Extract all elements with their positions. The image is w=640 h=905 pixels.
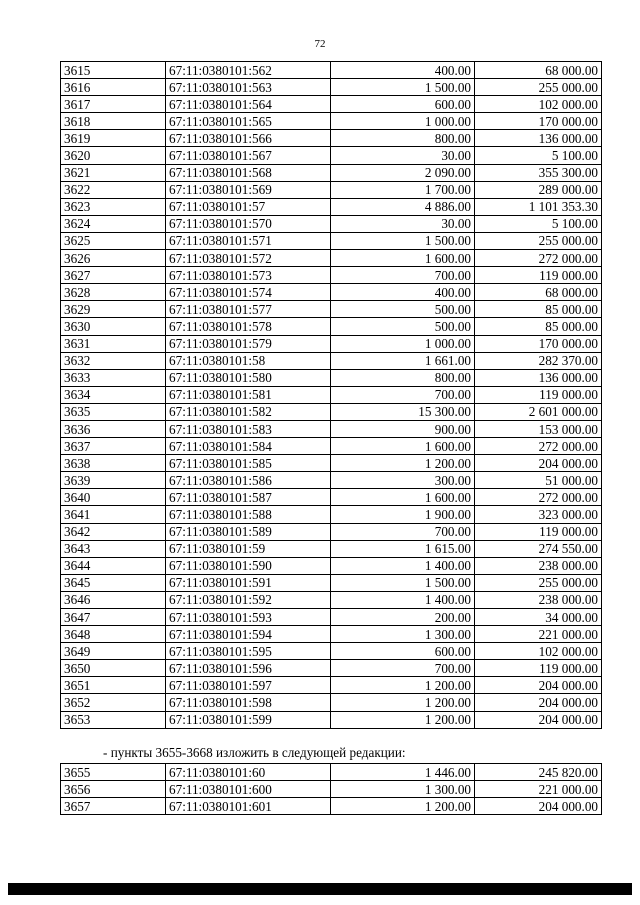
- cost-cell: 255 000.00: [475, 232, 602, 249]
- page-number: 72: [314, 38, 326, 50]
- row-number-cell: 3650: [61, 660, 166, 677]
- table-row: [61, 764, 602, 781]
- table-row: [61, 96, 602, 113]
- area-cell: 30.00: [331, 215, 475, 232]
- row-number-cell: 3627: [61, 267, 166, 284]
- table-row: [61, 781, 602, 798]
- row-number-cell: 3616: [61, 79, 166, 96]
- area-cell: 1 300.00: [331, 781, 475, 798]
- cost-cell: 68 000.00: [475, 284, 602, 301]
- cadastral-number-cell: 67:11:0380101:568: [166, 164, 331, 181]
- cadastral-number-cell: 67:11:0380101:565: [166, 113, 331, 130]
- row-number-cell: 3636: [61, 420, 166, 437]
- row-number-cell: 3656: [61, 781, 166, 798]
- cadastral-number-cell: 67:11:0380101:582: [166, 403, 331, 420]
- cost-cell: 245 820.00: [475, 764, 602, 781]
- row-number-cell: 3632: [61, 352, 166, 369]
- table-row: [61, 694, 602, 711]
- area-cell: 300.00: [331, 472, 475, 489]
- cost-cell: 238 000.00: [475, 591, 602, 608]
- table-row: [61, 369, 602, 386]
- land-plots-table-amended: [60, 763, 602, 815]
- table-row: [61, 301, 602, 318]
- cadastral-number-cell: 67:11:0380101:600: [166, 781, 331, 798]
- row-number-cell: 3645: [61, 574, 166, 591]
- area-cell: 1 400.00: [331, 591, 475, 608]
- table-row: [61, 335, 602, 352]
- table-row: [61, 540, 602, 557]
- row-number-cell: 3624: [61, 215, 166, 232]
- table-body: [61, 62, 602, 729]
- cadastral-number-cell: 67:11:0380101:566: [166, 130, 331, 147]
- table-row: [61, 284, 602, 301]
- table-row: [61, 609, 602, 626]
- amendment-note: - пункты 3655-3668 изложить в следующей редакции:: [103, 745, 406, 760]
- table-row: [61, 506, 602, 523]
- cost-cell: 255 000.00: [475, 574, 602, 591]
- cost-cell: 119 000.00: [475, 660, 602, 677]
- row-number-cell: 3622: [61, 181, 166, 198]
- row-number-cell: 3630: [61, 318, 166, 335]
- cadastral-number-cell: 67:11:0380101:59: [166, 540, 331, 557]
- row-number-cell: 3640: [61, 489, 166, 506]
- row-number-cell: 3646: [61, 591, 166, 608]
- row-number-cell: 3619: [61, 130, 166, 147]
- cost-cell: 136 000.00: [475, 130, 602, 147]
- area-cell: 1 900.00: [331, 506, 475, 523]
- area-cell: 400.00: [331, 62, 475, 79]
- row-number-cell: 3655: [61, 764, 166, 781]
- cadastral-number-cell: 67:11:0380101:585: [166, 455, 331, 472]
- row-number-cell: 3618: [61, 113, 166, 130]
- row-number-cell: 3644: [61, 557, 166, 574]
- cadastral-number-cell: 67:11:0380101:591: [166, 574, 331, 591]
- cadastral-number-cell: 67:11:0380101:578: [166, 318, 331, 335]
- cost-cell: 355 300.00: [475, 164, 602, 181]
- cost-cell: 119 000.00: [475, 523, 602, 540]
- table-row: [61, 455, 602, 472]
- cadastral-number-cell: 67:11:0380101:571: [166, 232, 331, 249]
- table-body: [61, 764, 602, 815]
- cadastral-number-cell: 67:11:0380101:586: [166, 472, 331, 489]
- area-cell: 1 300.00: [331, 626, 475, 643]
- area-cell: 15 300.00: [331, 403, 475, 420]
- table-row: [61, 591, 602, 608]
- row-number-cell: 3629: [61, 301, 166, 318]
- cost-cell: 204 000.00: [475, 677, 602, 694]
- area-cell: 1 446.00: [331, 764, 475, 781]
- cost-cell: 5 100.00: [475, 215, 602, 232]
- row-number-cell: 3623: [61, 198, 166, 215]
- row-number-cell: 3648: [61, 626, 166, 643]
- area-cell: 1 200.00: [331, 694, 475, 711]
- area-cell: 700.00: [331, 386, 475, 403]
- cost-cell: 102 000.00: [475, 643, 602, 660]
- table-row: [61, 557, 602, 574]
- cost-cell: 272 000.00: [475, 438, 602, 455]
- footer-bar: [8, 883, 632, 895]
- row-number-cell: 3653: [61, 711, 166, 728]
- row-number-cell: 3617: [61, 96, 166, 113]
- table-row: [61, 79, 602, 96]
- area-cell: 4 886.00: [331, 198, 475, 215]
- cost-cell: 170 000.00: [475, 113, 602, 130]
- table-row: [61, 420, 602, 437]
- area-cell: 500.00: [331, 301, 475, 318]
- row-number-cell: 3621: [61, 164, 166, 181]
- cost-cell: 282 370.00: [475, 352, 602, 369]
- table-row: [61, 147, 602, 164]
- table-row: [61, 113, 602, 130]
- cost-cell: 204 000.00: [475, 711, 602, 728]
- row-number-cell: 3634: [61, 386, 166, 403]
- table-row: [61, 181, 602, 198]
- row-number-cell: 3631: [61, 335, 166, 352]
- cost-cell: 102 000.00: [475, 96, 602, 113]
- cadastral-number-cell: 67:11:0380101:598: [166, 694, 331, 711]
- area-cell: 1 500.00: [331, 574, 475, 591]
- cost-cell: 221 000.00: [475, 781, 602, 798]
- area-cell: 1 661.00: [331, 352, 475, 369]
- area-cell: 500.00: [331, 318, 475, 335]
- cost-cell: 85 000.00: [475, 301, 602, 318]
- row-number-cell: 3626: [61, 250, 166, 267]
- row-number-cell: 3649: [61, 643, 166, 660]
- table-row: [61, 386, 602, 403]
- area-cell: 600.00: [331, 96, 475, 113]
- cadastral-number-cell: 67:11:0380101:590: [166, 557, 331, 574]
- table-row: [61, 164, 602, 181]
- row-number-cell: 3633: [61, 369, 166, 386]
- row-number-cell: 3638: [61, 455, 166, 472]
- table-row: [61, 403, 602, 420]
- row-number-cell: 3615: [61, 62, 166, 79]
- table-row: [61, 711, 602, 728]
- cadastral-number-cell: 67:11:0380101:581: [166, 386, 331, 403]
- cost-cell: 34 000.00: [475, 609, 602, 626]
- cost-cell: 153 000.00: [475, 420, 602, 437]
- area-cell: 1 000.00: [331, 113, 475, 130]
- area-cell: 1 200.00: [331, 798, 475, 815]
- land-plots-table: [60, 61, 602, 729]
- table-row: [61, 318, 602, 335]
- cost-cell: 1 101 353.30: [475, 198, 602, 215]
- table-row: [61, 574, 602, 591]
- cadastral-number-cell: 67:11:0380101:596: [166, 660, 331, 677]
- row-number-cell: 3642: [61, 523, 166, 540]
- cost-cell: 51 000.00: [475, 472, 602, 489]
- cost-cell: 238 000.00: [475, 557, 602, 574]
- area-cell: 600.00: [331, 643, 475, 660]
- row-number-cell: 3651: [61, 677, 166, 694]
- area-cell: 800.00: [331, 369, 475, 386]
- cost-cell: 204 000.00: [475, 694, 602, 711]
- table-row: [61, 62, 602, 79]
- cadastral-number-cell: 67:11:0380101:579: [166, 335, 331, 352]
- cadastral-number-cell: 67:11:0380101:563: [166, 79, 331, 96]
- cadastral-number-cell: 67:11:0380101:593: [166, 609, 331, 626]
- cadastral-number-cell: 67:11:0380101:599: [166, 711, 331, 728]
- cadastral-number-cell: 67:11:0380101:57: [166, 198, 331, 215]
- area-cell: 900.00: [331, 420, 475, 437]
- cadastral-number-cell: 67:11:0380101:597: [166, 677, 331, 694]
- area-cell: 1 615.00: [331, 540, 475, 557]
- cadastral-number-cell: 67:11:0380101:589: [166, 523, 331, 540]
- row-number-cell: 3657: [61, 798, 166, 815]
- cost-cell: 68 000.00: [475, 62, 602, 79]
- cost-cell: 289 000.00: [475, 181, 602, 198]
- area-cell: 1 200.00: [331, 455, 475, 472]
- cost-cell: 119 000.00: [475, 267, 602, 284]
- cadastral-number-cell: 67:11:0380101:58: [166, 352, 331, 369]
- cost-cell: 136 000.00: [475, 369, 602, 386]
- table-row: [61, 250, 602, 267]
- cost-cell: 221 000.00: [475, 626, 602, 643]
- table-row: [61, 438, 602, 455]
- cost-cell: 2 601 000.00: [475, 403, 602, 420]
- cadastral-number-cell: 67:11:0380101:574: [166, 284, 331, 301]
- table-row: [61, 198, 602, 215]
- cadastral-number-cell: 67:11:0380101:583: [166, 420, 331, 437]
- table-row: [61, 798, 602, 815]
- cadastral-number-cell: 67:11:0380101:572: [166, 250, 331, 267]
- cadastral-number-cell: 67:11:0380101:594: [166, 626, 331, 643]
- row-number-cell: 3625: [61, 232, 166, 249]
- area-cell: 1 500.00: [331, 79, 475, 96]
- table-row: [61, 489, 602, 506]
- cadastral-number-cell: 67:11:0380101:580: [166, 369, 331, 386]
- area-cell: 1 400.00: [331, 557, 475, 574]
- area-cell: 1 600.00: [331, 438, 475, 455]
- cost-cell: 5 100.00: [475, 147, 602, 164]
- row-number-cell: 3641: [61, 506, 166, 523]
- area-cell: 700.00: [331, 660, 475, 677]
- table-row: [61, 472, 602, 489]
- cost-cell: 274 550.00: [475, 540, 602, 557]
- cadastral-number-cell: 67:11:0380101:567: [166, 147, 331, 164]
- row-number-cell: 3635: [61, 403, 166, 420]
- cadastral-number-cell: 67:11:0380101:577: [166, 301, 331, 318]
- cadastral-number-cell: 67:11:0380101:588: [166, 506, 331, 523]
- cost-cell: 204 000.00: [475, 798, 602, 815]
- area-cell: 1 200.00: [331, 677, 475, 694]
- cadastral-number-cell: 67:11:0380101:562: [166, 62, 331, 79]
- table-row: [61, 626, 602, 643]
- row-number-cell: 3628: [61, 284, 166, 301]
- area-cell: 400.00: [331, 284, 475, 301]
- cost-cell: 272 000.00: [475, 250, 602, 267]
- table-row: [61, 215, 602, 232]
- area-cell: 1 600.00: [331, 489, 475, 506]
- row-number-cell: 3620: [61, 147, 166, 164]
- area-cell: 1 000.00: [331, 335, 475, 352]
- area-cell: 1 200.00: [331, 711, 475, 728]
- row-number-cell: 3637: [61, 438, 166, 455]
- cost-cell: 255 000.00: [475, 79, 602, 96]
- row-number-cell: 3643: [61, 540, 166, 557]
- area-cell: 2 090.00: [331, 164, 475, 181]
- table-row: [61, 660, 602, 677]
- cadastral-number-cell: 67:11:0380101:60: [166, 764, 331, 781]
- area-cell: 1 500.00: [331, 232, 475, 249]
- cadastral-number-cell: 67:11:0380101:601: [166, 798, 331, 815]
- cadastral-number-cell: 67:11:0380101:584: [166, 438, 331, 455]
- cost-cell: 85 000.00: [475, 318, 602, 335]
- table-row: [61, 643, 602, 660]
- area-cell: 1 600.00: [331, 250, 475, 267]
- cadastral-number-cell: 67:11:0380101:592: [166, 591, 331, 608]
- cadastral-number-cell: 67:11:0380101:587: [166, 489, 331, 506]
- row-number-cell: 3647: [61, 609, 166, 626]
- cadastral-number-cell: 67:11:0380101:569: [166, 181, 331, 198]
- area-cell: 200.00: [331, 609, 475, 626]
- table-row: [61, 232, 602, 249]
- table-row: [61, 352, 602, 369]
- row-number-cell: 3652: [61, 694, 166, 711]
- cost-cell: 323 000.00: [475, 506, 602, 523]
- table-row: [61, 523, 602, 540]
- area-cell: 30.00: [331, 147, 475, 164]
- area-cell: 1 700.00: [331, 181, 475, 198]
- table-row: [61, 130, 602, 147]
- cadastral-number-cell: 67:11:0380101:595: [166, 643, 331, 660]
- cost-cell: 119 000.00: [475, 386, 602, 403]
- row-number-cell: 3639: [61, 472, 166, 489]
- area-cell: 700.00: [331, 267, 475, 284]
- cadastral-number-cell: 67:11:0380101:564: [166, 96, 331, 113]
- cadastral-number-cell: 67:11:0380101:570: [166, 215, 331, 232]
- cadastral-number-cell: 67:11:0380101:573: [166, 267, 331, 284]
- cost-cell: 170 000.00: [475, 335, 602, 352]
- area-cell: 700.00: [331, 523, 475, 540]
- cost-cell: 272 000.00: [475, 489, 602, 506]
- area-cell: 800.00: [331, 130, 475, 147]
- table-row: [61, 677, 602, 694]
- table-row: [61, 267, 602, 284]
- cost-cell: 204 000.00: [475, 455, 602, 472]
